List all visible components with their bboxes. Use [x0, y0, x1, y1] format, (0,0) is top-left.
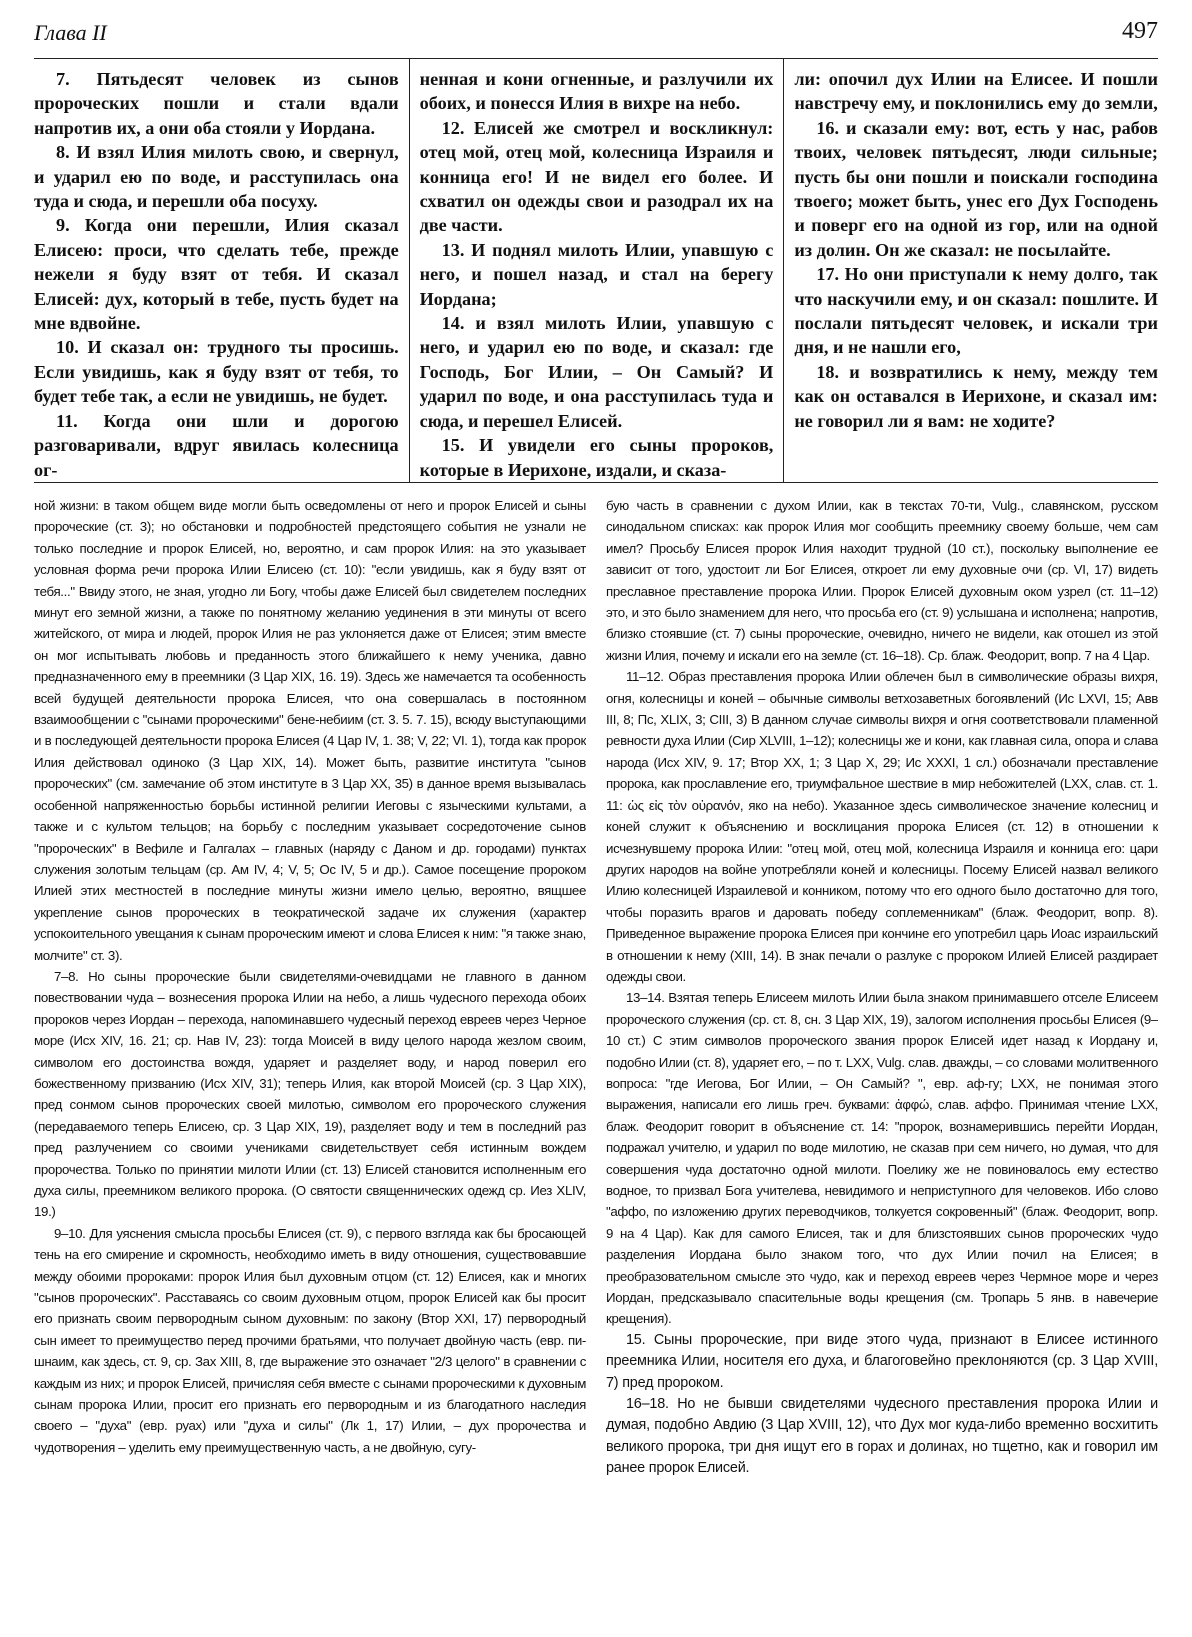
verse-13: 13. И поднял милоть Илии, упавшую с него, и пошел назад, и стал на берегу Иордана; — [419, 239, 774, 309]
commentary-column-2 — [606, 495, 1158, 1630]
commentary-paragraph-9-10-continued: бую часть в сравнении с духом Илии, как в текстах 70-ти, Vulg., славянском, русском синодальном списках: как пророк Илия мог сообщить преемнику своему больше, чем сам имел? Просьбу Елисея пророк Илия находит трудной (10 ст.), поскольку выполнение ее зависит от того, удостоит ли Бог Елисея, откроет ли ему духовные очи (ср. VI, 17) видеть преславное преставление пророка Илии. Пророк Елисей духовным оком узрел (ст. 11–12) это, и это было знамением для него, что просьба его (ст. 9) услышана и исполнена; напротив, близко стоявшие (ст. 7) сыны пророческие, очевидно, ничего не видели, как отошел из этой жизни Илия, почему и искали его на земле (ст. 16–18). Ср. блаж. Феодорит, вопр. 7 на 4 Цар. — [606, 498, 1158, 663]
verse-8: 8. И взял Илия милоть свою, и свернул, и ударил ею по воде, и расступилась она туда и сюда, и перешли оба посуху. — [34, 142, 399, 212]
verse-11-continued: ненная и кони огненные, и разлучили их обоих, и понесся Илия в вихре на небо. — [419, 69, 774, 114]
commentary-paragraph-13-14: 13–14. Взятая теперь Елисеем милоть Илии была знаком принимавшего отселе Елисеем пророческого служения (ср. ст. 8, сн. 3 Цар XIX, 19), залогом исполнения просьбы Елисея (9–10 ст.) С этим символов пророческого звания пророк Елисей идет назад к Иордану и, подобно Илии (ст. 8), ударяет его, – по т. LXX, Vulg. слав. дважды, – со словами молитвенного вопроса: "где Иегова, Бог Илии, – Он Самый? ", евр. аф-гу; LXX, не понимая этого выражения, написали его лишь греч. буквами: ἀφφώ, слав. аффо. Принимая чтение LXX, блаж. Феодорит говорит в объяснение ст. 14: "пророк, вознамерившись перейти Иордан, подражал учителю, и ударил по воде милотию, не сказав при сем ничего, но думая, что для совершения чуда достаточно одной милоти. Поелику же не повиновалось ему естество водное, то призвал Бога учителева, невидимого и неприступного для человеков. Ибо слово "аффо, по изложению других переводчиков, толкуется сокровенный" (блаж. Феодорит, вопр. 9 на 4 Цар). Как для самого Елисея, так и для близстоявших сынов пророческих чудо разделения Иордана было знаком того, что дух Илии почил на Елисея; в преобразовательном смысле это чудо, как и переход евреев через Чермное море и через Иордан, предсказывало спасительные воды крещения (см. Тропарь 5 янв. в навечерие крещения). — [606, 990, 1158, 1327]
chapter-title: Глава II — [34, 20, 107, 45]
commentary — [34, 483, 1158, 1630]
commentary-paragraph-9-10: 9–10. Для уяснения смысла просьбы Елисея (ст. 9), с первого взгляда как бы бросающей тень на его смирение и скромность, необходимо иметь в виду отношения, существовавшие между обоими пророками: пророк Илия был духовным отцом (ст. 12) Елисея, как и многих "сынов пророческих". Расставаясь со своим духовным отцом, пророк Елисей как бы просит его признать своим первородным сыном духовным: по закону (Втор XXI, 17) первородный сын имеет то преимущество перед прочими братьями, что получает двойную часть (евр. пи-шнаим, как здесь, ст. 9, ср. Зах XIII, 8, где выражение это означает "2/3 целого" в сравнении с каждым из них; и пророк Елисей, причисляя себя вместе с сынами пророческими к духовным сынам пророка Илии, просит его признать его первородным и из благодатного наследия своего – "духа" (евр. руах) или "духа и силы" (Лк 1, 17) Илии, – дух пророчества и чудотворения – уделить ему преимущественную часть, а не двойную, сугу- — [34, 1225, 586, 1455]
commentary-column-1 — [34, 495, 586, 1630]
running-header — [34, 14, 1158, 59]
verse-14: 14. и взял милоть Илии, упавшую с него, и ударил ею по воде, и сказал: где Господь, Бог Илии, – Он Самый? И ударил по воде, и она расступилась туда и сюда, и перешел Елисей. — [419, 313, 774, 431]
verse-15: 15. И увидели его сыны пророков, которые в Иерихоне, издали, и сказа- — [419, 435, 774, 480]
commentary-paragraph: ной жизни: в таком общем виде могли быть осведомлены от него и пророк Елисей и сыны пророческие (ст. 3); но обстановки и подробностей предстоящего события не узнали не только последние и пророк Елисей, но, вероятно, и сам пророк Илия: на это указывает условная форма речи пророка Илии Елисею (ст. 10): "если увидишь, как я буду взят от тебя..." Ввиду этого, не зная, угодно ли Богу, чтобы даже Елисей был свидетелем последних минут его земной жизни, а также по понятному желанию уединения в эти минуты от всего житейского, от мира и людей, пророк Илия не раз уклоняется даже от Елисея; этим вместе он мог испытывать любовь и преданность этого ближайшего к нему ученика, давно предназначенного ему в преемники (3 Цар XIX, 16. 19). Здесь же намечается та особенность всей будущей деятельности пророка Елисея, что она совершалась в постоянном взаимообщении с "сынами пророческими" бене-небиим (ст. 3. 5. 7. 15), всюду выступающими и в последующей деятельности пророка Елисея (4 Цар IV, 1. 38; V, 22; VI. 1), тогда как пророк Илия действовал одиноко (3 Цар XIX, 14). Может быть, развитие института "сынов пророческих" (см. замечание об этом институте в 3 Цар XX, 35) в данное время вызывалась особенной напряженностью борьбы истинной религии Иеговы с языческими культами, а также и с культом тельцов; на борьбу с последним указывает сосредоточение сынов "пророческих" в Вефиле и Галгалах – главных (наряду с Даном и др. городами) пунктах служения золотым тельцам (ср. Ам IV, 4; V, 5; Ос IV, 5 и др.). Самое посещение пророком Илией этих местностей в последние минуты жизни имело целью, вероятно, вящшее укрепление сынов пророческих в теократической задаче их служения (характер успокоительного увещания к сынам пророческим имеют и слова Елисея к ним: "я также знаю, молчите" ст. 3). — [34, 498, 586, 963]
verse-17: 17. Но они приступали к нему долго, так что наскучили ему, и он сказал: пошлите. И послали пятьдесят человек, и искали три дня, и не нашли его, — [794, 264, 1158, 358]
commentary-paragraph-15: 15. Сыны пророческие, при виде этого чуда, признают в Елисее истинного преемника Илии, носителя его духа, и благоговейно преклоняются (ср. 3 Цар XVIII, 7) пред пророком. — [606, 1331, 1158, 1391]
verse-16: 16. и сказали ему: вот, есть у нас, рабов твоих, человек пятьдесят, люди сильные; пусть бы они пошли и поискали господина твоего; может быть, унес его Дух Господень и поверг его на одной из гор, или на одной из долин. Он же сказал: не посылайте. — [794, 117, 1158, 260]
bible-column-3 — [783, 59, 1158, 482]
verse-9: 9. Когда они перешли, Илия сказал Елисею: проси, что сделать тебе, прежде нежели я буду взят от тебя. И сказал Елисей: дух, который в тебе, пусть будет на мне вдвойне. — [34, 215, 399, 334]
bible-text — [34, 59, 1158, 483]
commentary-paragraph-11-12: 11–12. Образ преставления пророка Илии облечен был в символические образы вихря, огня, колесницы и коней – обычные символы ветхозаветных богоявлений (Ис LXVI, 15; Авв III, 8; Пс, XLIX, 3; CIII, 3) В данном случае символы вихря и огня соответствовали пламенной ревности духа Илии (Сир XLVIII, 1–12); колесницы же и кони, как главная сила, опора и слава народа (Исх XIV, 9. 17; Втор XX, 1; 3 Цар X, 29; Ис XXXI, 1 сл.) обозначали преставление пророка, как прославление его, триумфальное шествие в мир небожителей (LXX, слав. ст. 1. 11: ὡς εἰς τὸν οὐρανόν, яко на небо). Указанное здесь символическое значение колесниц и коней служит к объяснению и восклицания пророка Елисея (ст. 12) в отношении к исчезнувшему пророка Илии: "отец мой, отец мой, колесница Израиля и конница его: цари других народов на войне употребляли коней и колесницы. Посему Елисей назвал великого Илию колесницей Израилевой и конником, потому что его одного было достаточно для того, чтобы поразить врагов и даровать победу соплеменникам" (блаж. Феодорит, вопр. 8). Приведенное выражение пророка Елисея при кончине его употребил царь Иоас израильский в отношении к нему (XIII, 14). В знак печали о разлуке с пророком Илией Елисей раздирает одежды свои. — [606, 669, 1158, 984]
bible-column-2 — [409, 59, 784, 482]
verse-15-continued: ли: опочил дух Илии на Елисее. И пошли навстречу ему, и поклонились ему до земли, — [794, 69, 1158, 114]
verse-18: 18. и возвратились к нему, между тем как он оставался в Иерихоне, и сказал им: не говорил ли я вам: не ходите? — [794, 361, 1158, 431]
page-number: 497 — [1122, 18, 1158, 44]
verse-7: 7. Пятьдесят человек из сынов пророческих пошли и стали вдали напротив их, а они оба стояли у Иордана. — [34, 69, 399, 138]
commentary-paragraph-16-18: 16–18. Но не бывши свидетелями чудесного преставления пророка Илии и думая, подобно Авдию (3 Цар XVIII, 12), что Дух мог куда-либо временно восхитить великого пророка, три дня ищут его в горах и долинах, но тщетно, как и говорил им ранее пророк Елисей. — [606, 1396, 1158, 1477]
verse-10: 10. И сказал он: трудного ты просишь. Если увидишь, как я буду взят от тебя, то будет тебе так, а если не увидишь, не будет. — [34, 337, 399, 407]
verse-12: 12. Елисей же смотрел и воскликнул: отец мой, отец мой, колесница Израиля и конница его! И не видел его более. И схватил он одежды свои и разодрал их на две части. — [419, 117, 774, 236]
bible-column-1 — [34, 59, 409, 482]
commentary-paragraph-7-8: 7–8. Но сыны пророческие были свидетелями-очевидцами не главного в данном повествовании чуда – вознесения пророка Илии на небо, а лишь чудесного перехода обоих пророков через Иордан – перехода, напоминавшего чудесный переход евреев через Черное море (Исх XIV, 16. 21; ср. Нав IV, 23): тогда Моисей в виду целого народа жезлом своим, символом его достоинства вождя, ударяет и разделяет воду, и народ поверил его божественному призванию (Исх XIV, 31); теперь Илия, как второй Моисей (ср. 3 Цар XIX), пред сонмом сынов пророческих своей милотью, символом его пророческого служения (передаваемого теперь Елисею, ср. 3 Цар XIX, 19), разделяет воду и тем в последний раз пред разлучением со своими учениками свидетельствует себя истинным вождем пророчества. Только по принятии милоти Илии (ст. 13) Елисей становится исполненным его духа силы, преемником великого пророка. (О святости священнических одежд ср. Иез XLIV, 19.) — [34, 968, 586, 1220]
verse-11: 11. Когда они шли и дорогою разговаривали, вдруг явилась колесница ог- — [34, 410, 399, 480]
